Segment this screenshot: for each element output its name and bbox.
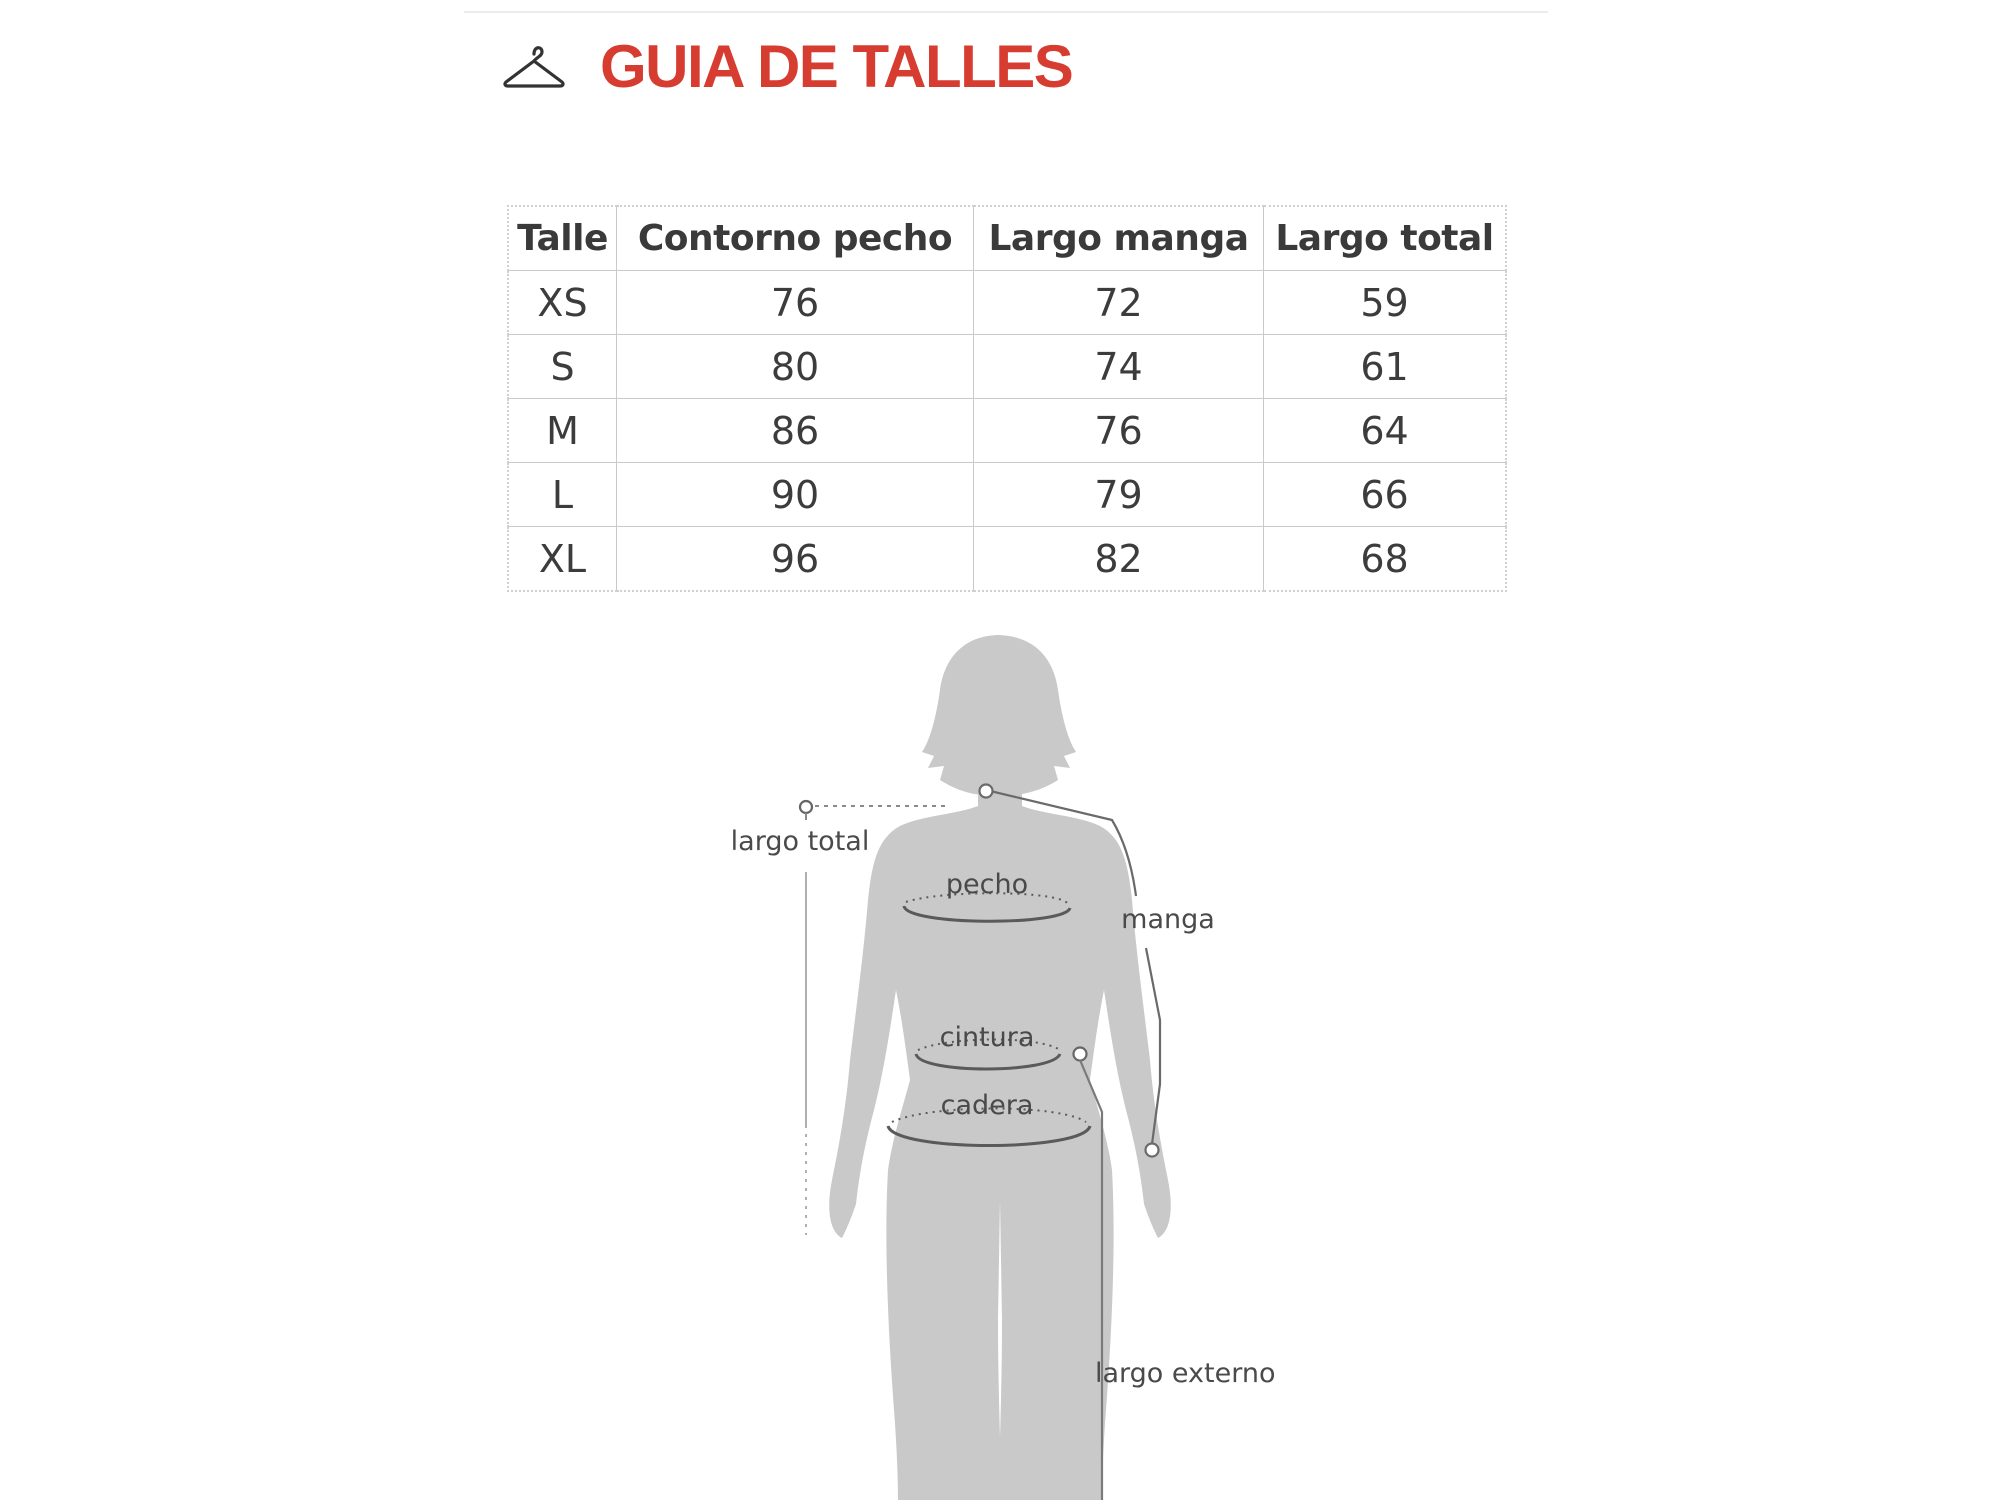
label-cintura: cintura bbox=[939, 1022, 1035, 1053]
cell-largo-manga: 74 bbox=[974, 335, 1264, 399]
cell-talle: XL bbox=[508, 527, 617, 592]
label-cadera: cadera bbox=[940, 1090, 1034, 1121]
cell-contorno-pecho: 86 bbox=[617, 399, 974, 463]
table-row bbox=[508, 271, 1506, 335]
cell-largo-total: 59 bbox=[1264, 271, 1507, 335]
table-row bbox=[508, 399, 1506, 463]
cell-contorno-pecho: 90 bbox=[617, 463, 974, 527]
cell-largo-manga: 82 bbox=[974, 527, 1264, 592]
table-header-row bbox=[508, 206, 1506, 271]
table-row bbox=[508, 463, 1506, 527]
cell-largo-total: 68 bbox=[1264, 527, 1507, 592]
cell-contorno-pecho: 76 bbox=[617, 271, 974, 335]
cell-largo-manga: 76 bbox=[974, 399, 1264, 463]
cell-talle: M bbox=[508, 399, 617, 463]
body-silhouette-diagram bbox=[700, 620, 1400, 1500]
cell-largo-total: 64 bbox=[1264, 399, 1507, 463]
table-row bbox=[508, 527, 1506, 592]
page-title: GUIA DE TALLES bbox=[600, 32, 1073, 100]
size-table bbox=[507, 205, 1507, 592]
column-header-largo-manga: Largo manga bbox=[974, 206, 1264, 271]
label-pecho: pecho bbox=[945, 869, 1029, 900]
column-header-contorno-pecho: Contorno pecho bbox=[617, 206, 974, 271]
cell-largo-manga: 72 bbox=[974, 271, 1264, 335]
cell-talle: S bbox=[508, 335, 617, 399]
column-header-largo-total: Largo total bbox=[1264, 206, 1507, 271]
column-header-talle: Talle bbox=[508, 206, 617, 271]
top-divider bbox=[464, 11, 1548, 13]
hanger-icon bbox=[502, 40, 566, 92]
page-header bbox=[502, 26, 1072, 106]
cell-largo-total: 66 bbox=[1264, 463, 1507, 527]
cell-contorno-pecho: 80 bbox=[617, 335, 974, 399]
cell-talle: XS bbox=[508, 271, 617, 335]
body-measurement-figure bbox=[700, 620, 1400, 1500]
cell-contorno-pecho: 96 bbox=[617, 527, 974, 592]
cell-largo-manga: 79 bbox=[974, 463, 1264, 527]
label-largo-externo: largo externo bbox=[1095, 1358, 1276, 1389]
cell-largo-total: 61 bbox=[1264, 335, 1507, 399]
table-row bbox=[508, 335, 1506, 399]
cell-talle: L bbox=[508, 463, 617, 527]
label-largo-total: largo total bbox=[730, 826, 870, 857]
label-manga: manga bbox=[1121, 904, 1215, 935]
